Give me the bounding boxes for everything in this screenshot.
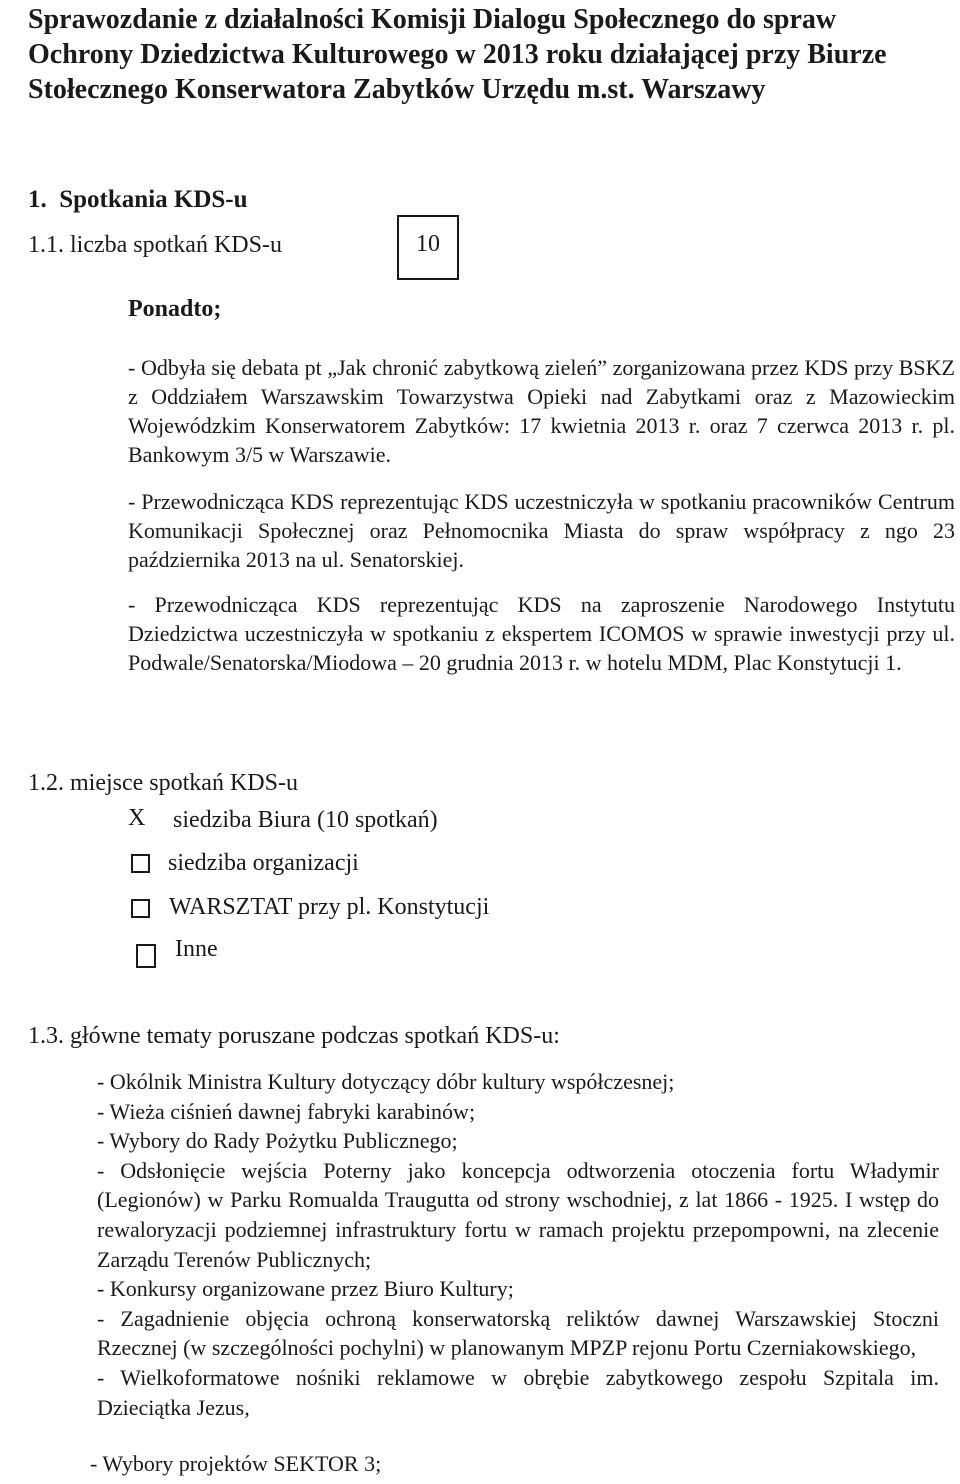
document-title — [28, 2, 928, 107]
paragraph-debate: - Odbyła się debata pt „Jak chronić zabytkową zieleń” zorganizowana przez KDS przy BSKZ z Oddziałem Warszawskim Towarzystwa Opieki nad Zabytkami oraz z Mazowieckim Wojewódzkim Konserwatorem Zabytków: 17 kwietnia 2013 r. oraz 7 czerwca 2013 r. pl. Bankowym 3/5 w Warszawie. — [128, 355, 955, 467]
title-line: Sprawozdanie z działalności Komisji Dialogu Społecznego do spraw — [28, 4, 837, 35]
place-option-label: siedziba organizacji — [168, 850, 359, 876]
place-option-label: WARSZTAT przy pl. Konstytucji — [169, 894, 490, 920]
topics-list — [97, 1067, 939, 1422]
topic-item: - Wybory projektów SEKTOR 3; — [90, 1451, 382, 1476]
section-heading-spotkania: 1. Spotkania KDS-u — [28, 186, 248, 213]
topic-item: - Wieża ciśnień dawnej fabryki karabinów; — [97, 1098, 476, 1124]
topic-item: - Konkursy organizowane przez Biuro Kultury; — [97, 1276, 514, 1302]
topics-heading: 1.3. główne tematy poruszane podczas spotkań KDS-u: — [28, 1023, 560, 1049]
title-line: Stołecznego Konserwatora Zabytków Urzędu m.st. Warszawy — [28, 74, 766, 105]
topic-item: - Wybory do Rady Pożytku Publicznego; — [97, 1128, 458, 1154]
meetings-count-box: 10 — [397, 215, 459, 280]
meetings-count-label: 1.1. liczba spotkań KDS-u — [28, 232, 282, 258]
checkbox-workshop — [131, 899, 150, 918]
paragraph-icomos-meeting: - Przewodnicząca KDS reprezentując KDS na zaproszenie Narodowego Instytutu Dziedzictwa uczestniczyła w spotkaniu z ekspertem ICOMOS w sprawie inwestycji przy ul. Podwale/Senatorska/Miodowa – 20 grudnia 2013 r. w hotelu MDM, Plac Konstytucji 1. — [128, 592, 955, 675]
ponadto-label: Ponadto; — [128, 296, 222, 322]
paragraph-ckss-meeting: - Przewodnicząca KDS reprezentując KDS uczestniczyła w spotkaniu pracowników Centrum Komunikacji Społecznej oraz Pełnomocnika Miasta do spraw współpracy z ngo 23 października 2013 na ul. Senatorskiej. — [128, 489, 955, 572]
checkbox-organization — [131, 854, 150, 873]
place-option-label: siedziba Biura (10 spotkań) — [173, 807, 438, 833]
topic-item: - Okólnik Ministra Kultury dotyczący dóbr kultury współczesnej; — [97, 1069, 675, 1094]
checkbox-other — [136, 944, 156, 968]
topic-item: - Odsłonięcie wejścia Poterny jako koncepcja odtworzenia otoczenia fortu Władymir (Legionów) w Parku Romualda Traugutta od strony wschodniej, z lat 1866 - 1925. I wstęp do rewaloryzacji podziemnej infrastruktury fortu w ramach projektu przepompowni, na zlecenie Zarządu Terenów Publicznych; — [97, 1157, 939, 1272]
topic-item: - Zagadnienie objęcia ochroną konserwatorską reliktów dawnej Warszawskiej Stoczni Rzecznej (w szczególności pochylni) w planowanym MPZP rejonu Portu Czerniakowskiego, — [97, 1305, 939, 1361]
place-option-label: Inne — [175, 936, 218, 962]
title-line: Ochrony Dziedzictwa Kulturowego w 2013 roku działającej przy Biurze — [28, 39, 887, 70]
selected-mark-x: X — [128, 805, 146, 831]
topic-item: - Wielkoformatowe nośniki reklamowe w obrębie zabytkowego zespołu Szpitala im. Dzieciątka Jezus, — [97, 1364, 939, 1420]
meeting-place-heading: 1.2. miejsce spotkań KDS-u — [28, 770, 298, 796]
